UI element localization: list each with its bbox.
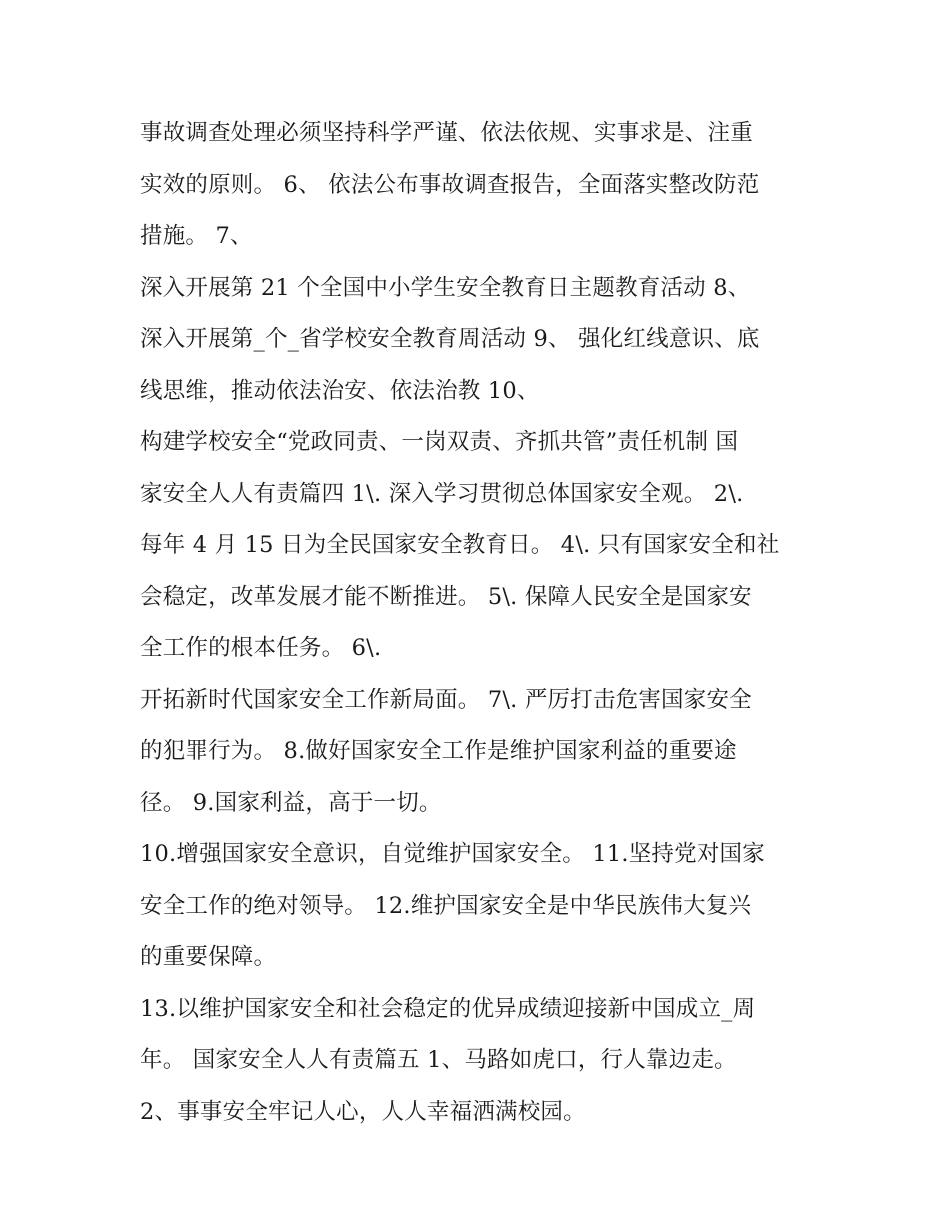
- text-line: 措施。 7、: [140, 223, 253, 249]
- text-line: 全工作的根本任务。 6\.: [140, 635, 382, 661]
- text-line: 深入开展第_个_省学校安全教育周活动 9、 强化红线意识、底: [140, 326, 760, 352]
- text-line: 开拓新时代国家安全工作新局面。 7\. 严厉打击危害国家安全: [140, 686, 752, 713]
- text-line: 会稳定，改革发展才能不断推进。 5\. 保障人民安全是国家安: [140, 583, 752, 610]
- text-line: 事故调查处理必须坚持科学严谨、依法依规、实事求是、注重: [140, 120, 753, 146]
- text-line: 径。 9.国家利益，高于一切。: [140, 789, 442, 816]
- text-line: 深入开展第 21 个全国中小学生安全教育日主题教育活动 8、: [140, 274, 751, 301]
- text-line: 年。 国家安全人人有责篇五 1、马路如虎口，行人靠边走。: [140, 1047, 737, 1073]
- text-line: 的重要保障。: [140, 944, 277, 970]
- text-line: 家安全人人有责篇四 1\. 深入学习贯彻总体国家安全观。 2\.: [140, 480, 744, 507]
- text-line: 10.增强国家安全意识，自觉维护国家安全。 11.坚持党对国家: [140, 841, 765, 867]
- text-line: 的犯罪行为。 8.做好国家安全工作是维护国家利益的重要途: [140, 738, 737, 764]
- text-line: 实效的原则。 6、 依法公布事故调查报告，全面落实整改防范: [140, 171, 760, 198]
- body-text: [140, 108, 820, 1138]
- text-line: 安全工作的绝对领导。 12.维护国家安全是中华民族伟大复兴: [140, 892, 752, 919]
- text-line: 13.以维护国家安全和社会稳定的优异成绩迎接新中国成立_周: [140, 995, 756, 1022]
- text-line: 构建学校安全“党政同责、一岗双责、齐抓共管”责任机制 国: [140, 429, 739, 455]
- text-line: 每年 4 月 15 日为全民国家安全教育日。 4\. 只有国家安全和社: [140, 532, 780, 558]
- text-line: 线思维，推动依法治安、依法治教 10、: [140, 377, 540, 404]
- text-line: 2、事事安全牢记人心，人人幸福洒满校园。: [140, 1098, 586, 1125]
